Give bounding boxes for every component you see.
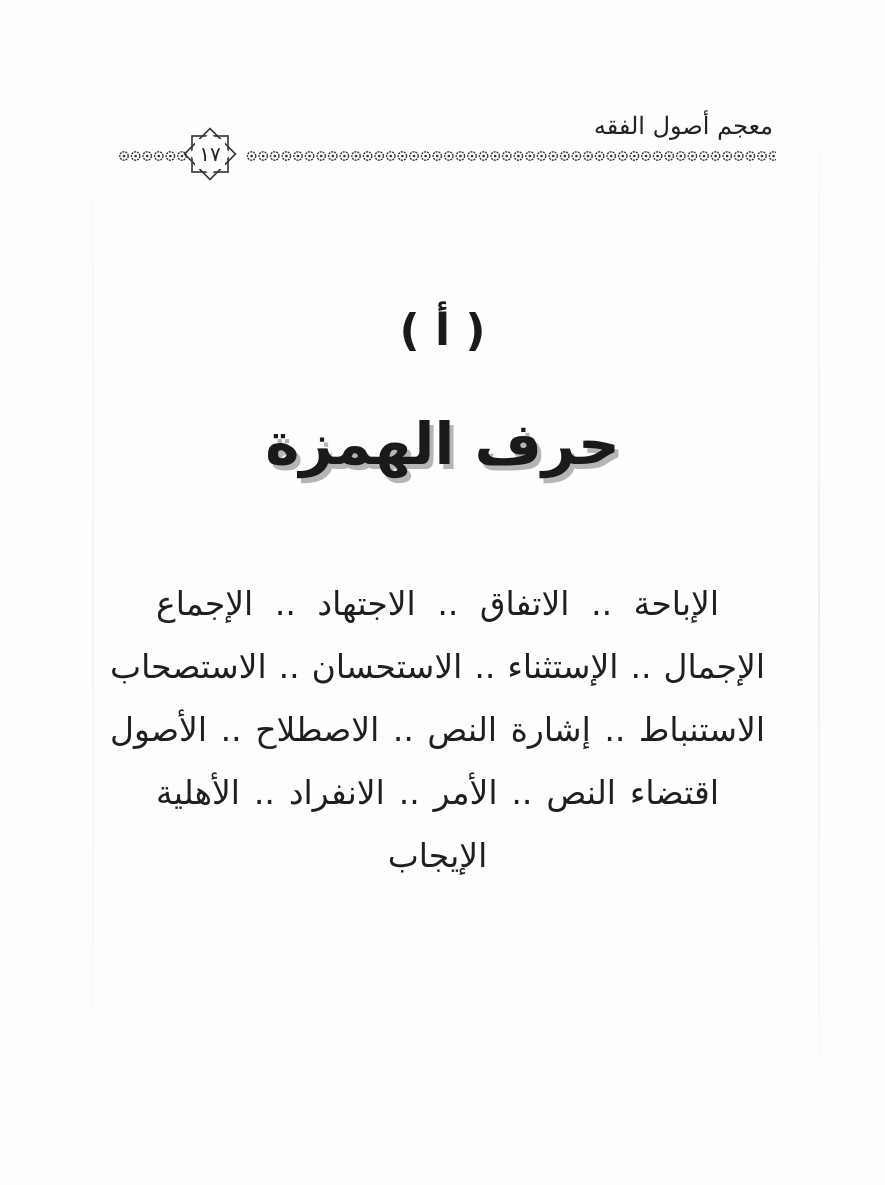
terms-line-2: الإجمال .. الإستثناء .. الاستحسان .. الاستصحاب xyxy=(110,647,765,686)
rosette-dot xyxy=(352,152,360,160)
rosette-dot xyxy=(526,152,534,160)
rosette-dot xyxy=(468,152,476,160)
rosette-dot xyxy=(329,152,337,160)
rosette-dot xyxy=(433,152,441,160)
rosette-dot xyxy=(294,152,302,160)
rosette-dot xyxy=(271,152,279,160)
rosette-dot xyxy=(282,152,290,160)
rosette-dot xyxy=(711,152,719,160)
rosette-dot xyxy=(375,152,383,160)
rosette-dot xyxy=(479,152,487,160)
rosette-dot xyxy=(537,152,545,160)
rosette-dot xyxy=(398,152,406,160)
rosette-dot xyxy=(340,152,348,160)
rosette-dot xyxy=(607,152,615,160)
rosette-dot xyxy=(561,152,569,160)
rosette-dot xyxy=(758,152,766,160)
rosette-dot xyxy=(120,152,128,160)
rosette-dot xyxy=(688,152,696,160)
scan-shadow-left xyxy=(92,60,94,1150)
rosette-dot xyxy=(572,152,580,160)
rosette-dot xyxy=(247,152,255,160)
rosette-dot xyxy=(445,152,453,160)
rosette-dot xyxy=(619,152,627,160)
rosette-dot xyxy=(131,152,139,160)
rosette-dot xyxy=(387,152,395,160)
rosette-dot xyxy=(665,152,673,160)
rosette-dot xyxy=(735,152,743,160)
rosette-dot xyxy=(630,152,638,160)
rosette-dot xyxy=(595,152,603,160)
rosette-dot xyxy=(155,152,163,160)
terms-line-4: اقتضاء النص .. الأمر .. الانفراد .. الأهلية xyxy=(156,773,719,812)
rosette-dot xyxy=(514,152,522,160)
rosette-dot xyxy=(677,152,685,160)
rosette-dot xyxy=(259,152,267,160)
terms-line-1: الإباحة .. الاتفاق .. الاجتهاد .. الإجماع xyxy=(156,584,719,623)
rosette-dot xyxy=(363,152,371,160)
rosette-dot xyxy=(503,152,511,160)
terms-list xyxy=(110,572,765,887)
chapter-title: حرف الهمزة xyxy=(265,410,620,478)
scan-shadow-right xyxy=(818,60,820,1150)
rosette-dot xyxy=(769,152,776,160)
rosette-dot xyxy=(456,152,464,160)
rosette-dot xyxy=(421,152,429,160)
terms-line-5: الإيجاب xyxy=(387,836,488,875)
rosette-dot xyxy=(317,152,325,160)
terms-line-3: الاستنباط .. إشارة النص .. الاصطلاح .. الأصول xyxy=(110,710,765,749)
section-letter-heading: ( أ ) xyxy=(399,305,486,356)
page-number: ١٧ xyxy=(199,142,221,166)
rosette-dot xyxy=(700,152,708,160)
rosette-dot xyxy=(491,152,499,160)
rosette-dot xyxy=(584,152,592,160)
rosette-dot xyxy=(746,152,754,160)
rosette-dot xyxy=(166,152,174,160)
rosette-dot xyxy=(305,152,313,160)
rosette-dot xyxy=(410,152,418,160)
rosette-dot xyxy=(723,152,731,160)
running-header-title: معجم أصول الفقه xyxy=(593,112,773,140)
rosette-dot xyxy=(642,152,650,160)
rosette-dot xyxy=(653,152,661,160)
rosette-dot xyxy=(549,152,557,160)
rosette-dot xyxy=(143,152,151,160)
